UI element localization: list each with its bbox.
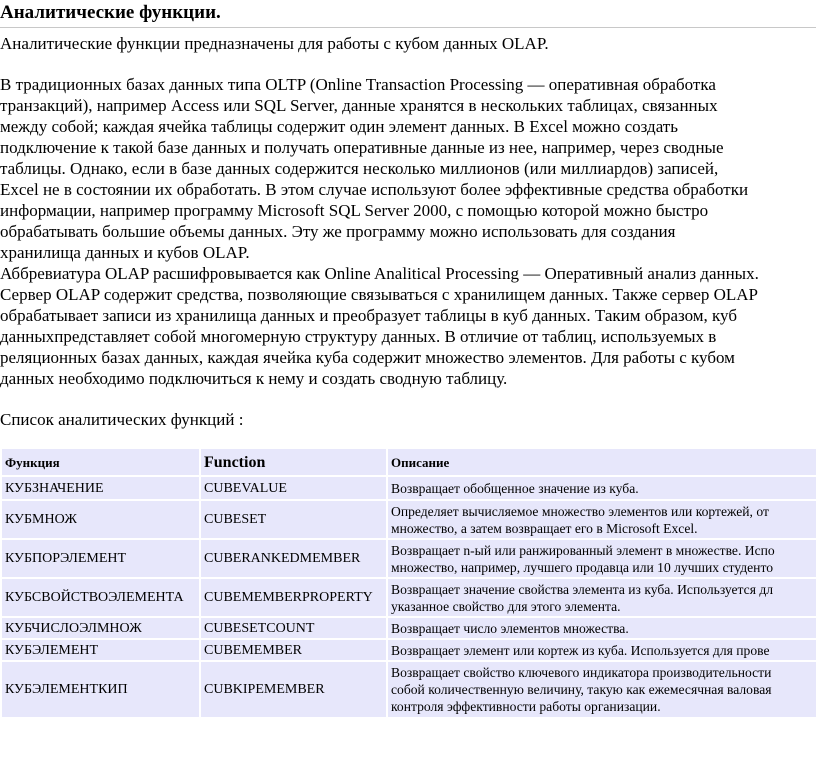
paragraph-line: информации, например программу Microsoft SQL Server 2000, с помощью которой можно быстро — [0, 201, 709, 220]
description-line: Определяет вычисляемое множество элементов или кортежей, от — [391, 503, 769, 519]
function-en-cell: CUBEMEMBERPROPERTY — [201, 579, 386, 616]
header-function-en: Function — [201, 449, 386, 475]
paragraph-line: Аббревиатура OLAP расшифровывается как Online Analitical Processing — Оперативный анализ данных. — [0, 264, 759, 283]
paragraph-line: хранилища данных и кубов OLAP. — [0, 243, 250, 262]
intro-text: Аналитические функции предназначены для работы с кубом данных OLAP. — [0, 34, 549, 53]
description-cell — [388, 662, 816, 717]
description-line: собой количественную величину, такую как ежемесячная валовая — [391, 682, 772, 697]
description-line: контроля эффективности работы организации. — [391, 699, 661, 714]
functions-table — [0, 447, 816, 719]
function-ru-cell: КУБЭЛЕМЕНТ — [2, 640, 199, 660]
function-en-cell: CUBESETCOUNT — [201, 618, 386, 638]
description-cell — [388, 501, 816, 538]
function-ru-cell: КУБЗНАЧЕНИЕ — [2, 477, 199, 499]
title-divider — [0, 27, 816, 28]
function-ru-cell: КУБСВОЙСТВОЭЛЕМЕНТА — [2, 579, 199, 616]
paragraph-line: транзакций), например Access или SQL Server, данные хранятся в нескольких таблицах, связанных — [0, 96, 718, 115]
table-row — [2, 540, 816, 577]
function-en-cell: CUBEMEMBER — [201, 640, 386, 660]
description-cell — [388, 579, 816, 616]
paragraph-line: между собой; каждая ячейка таблицы содержит один элемент данных. В Excel можно создать — [0, 117, 678, 136]
function-en-cell: CUBERANKEDMEMBER — [201, 540, 386, 577]
table-row — [2, 477, 816, 499]
paragraph-line: подключение к такой базе данных и получать оперативные данные из нее, например, через сводные — [0, 138, 724, 157]
table-row — [2, 618, 816, 638]
paragraph-line: данных необходимо подключиться к нему и создать сводную таблицу. — [0, 369, 508, 388]
description-line: Возвращает значение свойства элемента из куба. Используется дл — [391, 581, 774, 597]
paragraph-line: данныхпредставляет собой многомерную структуру данных. В отличие от таблиц, используемых в — [0, 327, 717, 346]
function-en-cell: CUBESET — [201, 501, 386, 538]
description-line: Возвращает n-ый или ранжированный элемент в множестве. Испо — [391, 542, 775, 558]
function-ru-cell: КУБЧИСЛОЭЛМНОЖ — [2, 618, 199, 638]
description-line: Возвращает число элементов множества. — [391, 620, 629, 636]
header-description: Описание — [388, 449, 816, 475]
table-header-row — [2, 449, 816, 475]
function-en-cell: CUBEVALUE — [201, 477, 386, 499]
description-line: Возвращает обобщенное значение из куба. — [391, 480, 639, 496]
paragraph-olap — [0, 263, 759, 389]
description-line: указанное свойство для этого элемента. — [391, 598, 621, 614]
paragraph-line: Сервер OLAP содержит средства, позволяющие связываться с хранилищем данных. Также сервер OLAP — [0, 285, 759, 304]
description-cell — [388, 618, 816, 638]
description-line: Возвращает элемент или кортеж из куба. Используется для прове — [391, 642, 770, 658]
function-ru-cell: КУБПОРЭЛЕМЕНТ — [2, 540, 199, 577]
header-function-ru: Функция — [2, 449, 199, 475]
page-title: Аналитические функции. — [0, 2, 221, 23]
table-row — [2, 640, 816, 660]
description-cell — [388, 477, 816, 499]
paragraph-line: реляционных базах данных, каждая ячейка куба содержит множество элементов. Для работы с кубом — [0, 348, 735, 367]
table-row — [2, 662, 816, 717]
paragraph-line: Excel не в состоянии их обработать. В этом случае используют более эффективные средства обработки — [0, 180, 749, 199]
description-line: Возвращает свойство ключевого индикатора производительности — [391, 665, 772, 680]
function-ru-cell: КУБЭЛЕМЕНТКИП — [2, 662, 199, 717]
function-en-cell: CUBKIPEMEMBER — [201, 662, 386, 717]
paragraph-line: обрабатывает записи из хранилища данных и преобразует таблицы в куб данных. Таким образом, куб — [0, 306, 737, 325]
paragraph-line: В традиционных базах данных типа OLTP (Online Transaction Processing — оперативная обработка — [0, 75, 716, 94]
paragraph-line: обрабатывать большие объемы данных. Эту же программу можно использовать для создания — [0, 222, 676, 241]
paragraph-oltp — [0, 74, 748, 263]
table-row — [2, 501, 816, 538]
paragraph-line: таблицы. Однако, если в базе данных содержится несколько миллионов (или миллиардов) записей, — [0, 159, 719, 178]
function-list-heading: Список аналитических функций : — [0, 410, 244, 429]
table-row — [2, 579, 816, 616]
description-line: множество, а затем возвращает его в Microsoft Excel. — [391, 520, 698, 536]
function-ru-cell: КУБМНОЖ — [2, 501, 199, 538]
description-line: множество, например, лучшего продавца или 10 лучших студенто — [391, 559, 774, 575]
description-cell — [388, 540, 816, 577]
description-cell — [388, 640, 816, 660]
